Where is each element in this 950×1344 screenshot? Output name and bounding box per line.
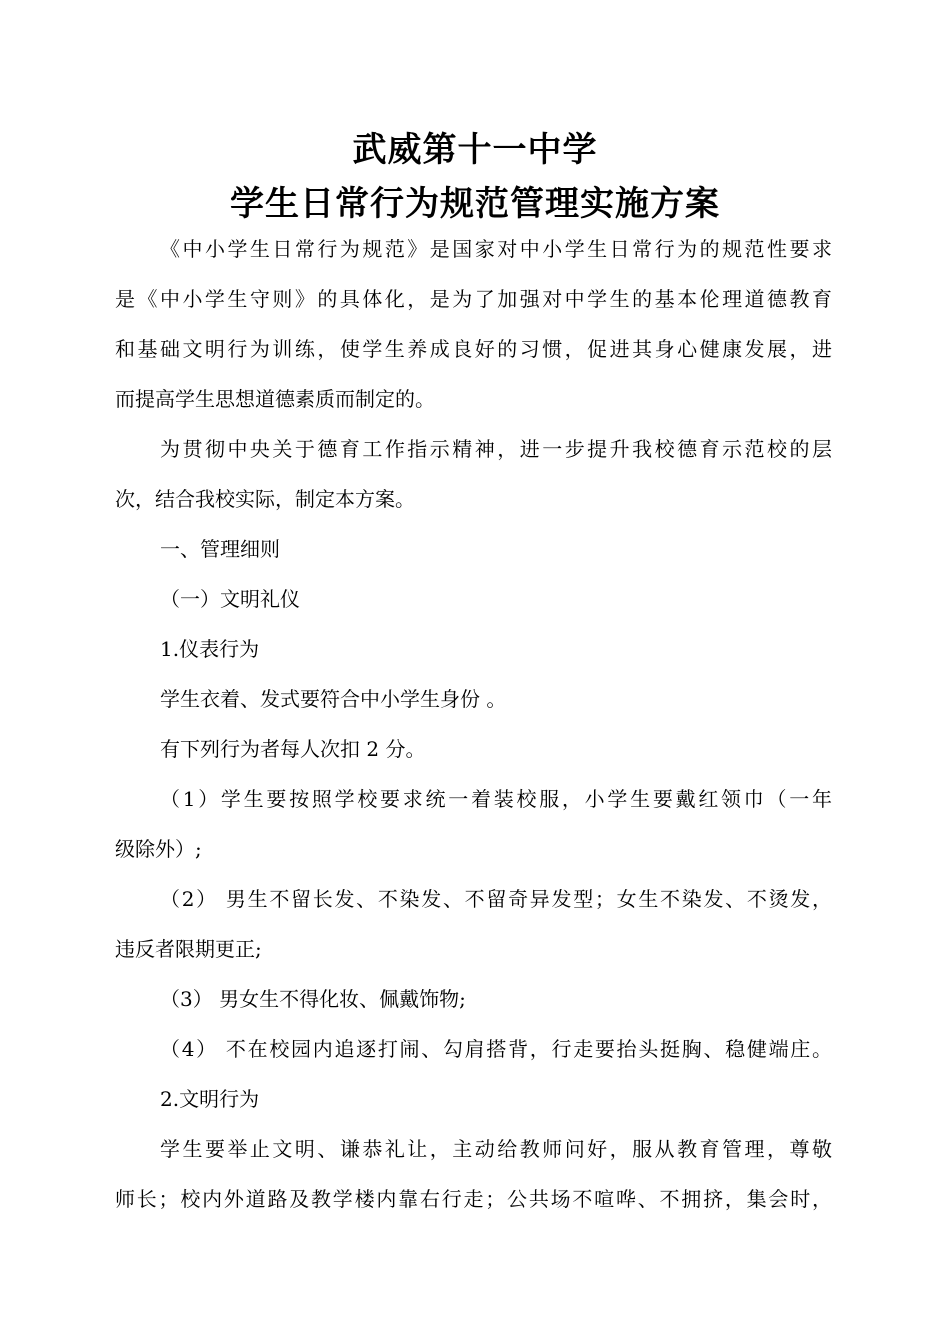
document-subtitle: 学生日常行为规范管理实施方案 (230, 184, 720, 224)
subsection-heading: （一）文明礼仪 (160, 587, 300, 611)
body-line: 学生要举止文明、谦恭礼让，主动给教师问好，服从教育管理，尊敬 (160, 1137, 832, 1161)
document-title: 武威第十一中学 (352, 130, 598, 170)
body-line: 和基础文明行为训练，使学生养成良好的习惯，促进其身心健康发展，进 (115, 337, 832, 361)
section-heading: 一、管理细则 (160, 537, 280, 561)
list-item: （3） 男女生不得化妆、佩戴饰物; (160, 987, 466, 1011)
list-item: （2） 男生不留长发、不染发、不留奇异发型；女生不染发、不烫发， (160, 887, 832, 911)
list-item: （1）学生要按照学校要求统一着装校服，小学生要戴红领巾（一年 (160, 787, 832, 811)
list-item: （4） 不在校园内追逐打闹、勾肩搭背，行走要抬头挺胸、稳健端庄。 (160, 1037, 832, 1061)
body-line: 学生衣着、发式要符合中小学生身份 。 (160, 687, 507, 711)
item-heading: 2.文明行为 (160, 1087, 260, 1111)
item-heading: 1.仪表行为 (160, 637, 260, 661)
body-line: 《中小学生日常行为规范》是国家对中小学生日常行为的规范性要求 (160, 237, 832, 261)
body-line: 次，结合我校实际，制定本方案。 (115, 487, 415, 511)
list-item-continuation: 级除外）; (115, 837, 202, 861)
list-item-continuation: 违反者限期更正; (115, 937, 262, 961)
body-line: 为贯彻中央关于德育工作指示精神，进一步提升我校德育示范校的层 (160, 437, 832, 461)
body-line: 是《中小学生守则》的具体化，是为了加强对中学生的基本伦理道德教育 (115, 287, 832, 311)
body-line: 而提高学生思想道德素质而制定的。 (115, 387, 435, 411)
body-line: 有下列行为者每人次扣 2 分。 (160, 737, 426, 761)
body-line: 师长；校内外道路及教学楼内靠右行走；公共场不喧哗、不拥挤，集会时， (115, 1187, 832, 1211)
